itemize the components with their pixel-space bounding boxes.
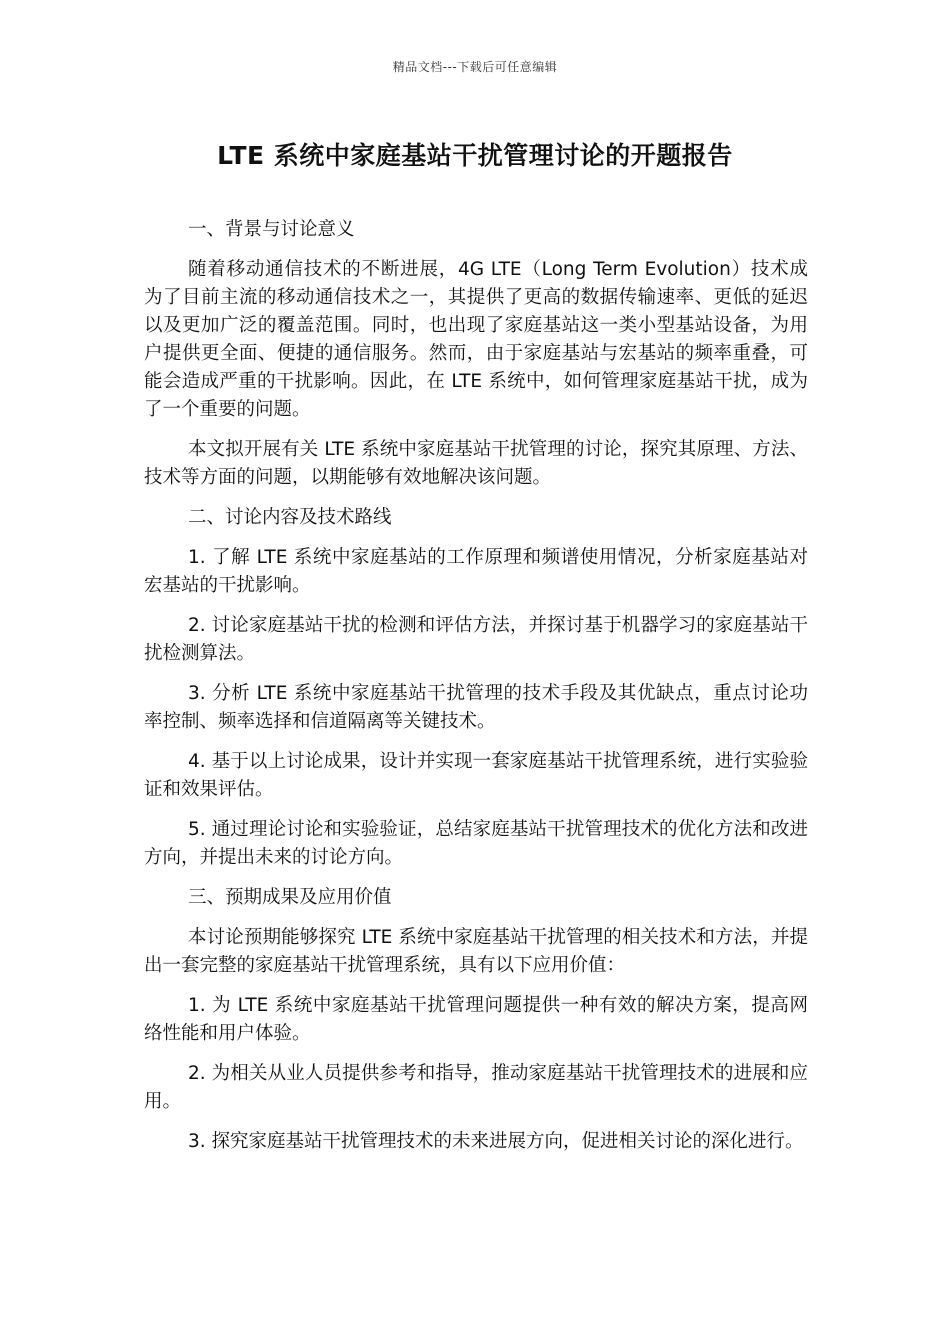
list-item-content-5: 5. 通过理论讨论和实验验证，总结家庭基站干扰管理技术的优化方法和改进方向，并提出未来的讨论方向。 (144, 819, 808, 868)
paragraph-results-intro: 本讨论预期能够探究 LTE 系统中家庭基站干扰管理的相关技术和方法，并提出一套完整的家庭基站干扰管理系统，具有以下应用价值： (144, 927, 808, 976)
list-item-content-1: 1. 了解 LTE 系统中家庭基站的工作原理和频谱使用情况，分析家庭基站对宏基站的干扰影响。 (144, 547, 808, 596)
paragraph-research-aim: 本文拟开展有关 LTE 系统中家庭基站干扰管理的讨论，探究其原理、方法、技术等方面的问题，以期能够有效地解决该问题。 (144, 439, 808, 488)
list-item-content-2: 2. 讨论家庭基站干扰的检测和评估方法，并探讨基于机器学习的家庭基站干扰检测算法。 (144, 615, 808, 664)
list-item-value-3: 3. 探究家庭基站干扰管理技术的未来进展方向，促进相关讨论的深化进行。 (188, 1131, 804, 1152)
header-note: 精品文档---下载后可任意编辑 (392, 60, 558, 74)
list-item-content-3: 3. 分析 LTE 系统中家庭基站干扰管理的技术手段及其优缺点，重点讨论功率控制、频率选择和信道隔离等关键技术。 (144, 683, 808, 732)
list-item-content-4: 4. 基于以上讨论成果，设计并实现一套家庭基站干扰管理系统，进行实验验证和效果评估。 (144, 751, 808, 800)
section-heading-results: 三、预期成果及应用价值 (188, 887, 392, 908)
section-heading-background: 一、背景与讨论意义 (188, 219, 355, 240)
document-title: LTE 系统中家庭基站干扰管理讨论的开题报告 (217, 141, 733, 170)
list-item-value-1: 1. 为 LTE 系统中家庭基站干扰管理问题提供一种有效的解决方案，提高网络性能和用户体验。 (144, 995, 808, 1044)
paragraph-background-intro: 随着移动通信技术的不断进展，4G LTE（Long Term Evolution）技术成为了目前主流的移动通信技术之一，其提供了更高的数据传输速率、更低的延迟以及更加广泛的覆盖范围。同时，也出现了家庭基站这一类小型基站设备，为用户提供更全面、便捷的通信服务。然而，由于家庭基站与宏基站的频率重叠，可能会造成严重的干扰影响。因此，在 LTE 系统中，如何管理家庭基站干扰，成为了一个重要的问题。 (144, 259, 808, 420)
list-item-value-2: 2. 为相关从业人员提供参考和指导，推动家庭基站干扰管理技术的进展和应用。 (144, 1063, 808, 1112)
section-heading-content: 二、讨论内容及技术路线 (188, 507, 392, 528)
document-body (144, 216, 808, 1168)
